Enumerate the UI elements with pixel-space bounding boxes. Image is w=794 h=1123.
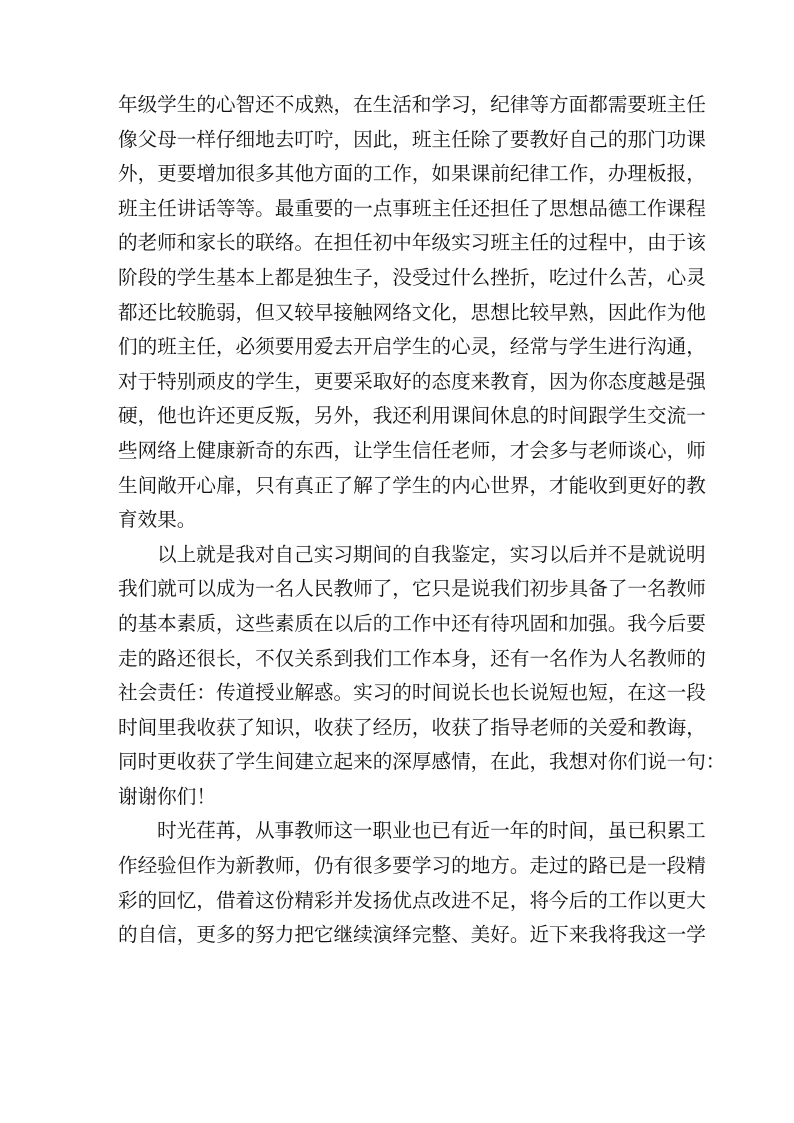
paragraph-3-line-3: 彩的回忆，借着这份精彩并发扬优点改进不足，将今后的工作以更大	[118, 888, 706, 912]
paragraph-3-line-2: 作经验但作为新教师，仍有很多要学习的地方。走过的路已是一段精	[118, 854, 706, 878]
paragraph-2-line-1: 以上就是我对自己实习期间的自我鉴定，实习以后并不是就说明	[157, 542, 706, 566]
paragraph-1-line-10: 硬，他也许还更反叛，另外，我还利用课间休息的时间跟学生交流一	[118, 404, 706, 428]
paragraph-1-line-13: 育效果。	[118, 508, 197, 532]
document-body	[118, 88, 726, 953]
paragraph-2-line-5: 社会责任：传道授业解惑。实习的时间说长也长说短也短，在这一段	[118, 681, 706, 705]
paragraph-1-line-5: 的老师和家长的联络。在担任初中年级实习班主任的过程中，由于该	[118, 231, 706, 255]
paragraph-2-line-3: 的基本素质，这些素质在以后的工作中还有待巩固和加强。我今后要	[118, 611, 706, 635]
paragraph-1-line-3: 外，更要增加很多其他方面的工作，如果课前纪律工作，办理板报，	[118, 162, 706, 186]
paragraph-1-line-2: 像父母一样仔细地去叮咛，因此，班主任除了要教好自己的那门功课	[118, 127, 706, 151]
paragraph-3-line-4: 的自信，更多的努力把它继续演绎完整、美好。近下来我将我这一学	[118, 923, 706, 947]
paragraph-1-line-4: 班主任讲话等等。最重要的一点事班主任还担任了思想品德工作课程	[118, 196, 706, 220]
paragraph-1-line-1: 年级学生的心智还不成熟，在生活和学习，纪律等方面都需要班主任	[118, 93, 706, 116]
paragraph-1-line-6: 阶段的学生基本上都是独生子，没受过什么挫折，吃过什么苦，心灵	[118, 265, 706, 289]
paragraph-1-line-12: 生间敞开心扉，只有真正了解了学生的内心世界，才能收到更好的教	[118, 473, 706, 497]
paragraph-2-line-6: 时间里我收获了知识，收获了经历，收获了指导老师的关爱和教诲，	[118, 715, 706, 739]
paragraph-1-line-11: 些网络上健康新奇的东西，让学生信任老师，才会多与老师谈心，师	[118, 438, 706, 462]
paragraph-2-line-7: 同时更收获了学生间建立起来的深厚感情，在此，我想对你们说一句：	[118, 750, 726, 774]
paragraph-1-line-8: 们的班主任，必须要用爱去开启学生的心灵，经常与学生进行沟通，	[118, 335, 706, 359]
paragraph-1-line-7: 都还比较脆弱，但又较早接触网络文化，思想比较早熟，因此作为他	[118, 300, 706, 324]
paragraph-2-line-2: 我们就可以成为一名人民教师了，它只是说我们初步具备了一名教师	[118, 577, 706, 601]
paragraph-2-line-4: 走的路还很长，不仅关系到我们工作本身，还有一名作为人名教师的	[118, 646, 706, 670]
paragraph-1-line-9: 对于特别顽皮的学生，更要采取好的态度来教育，因为你态度越是强	[118, 369, 706, 393]
paragraph-2-line-8: 谢谢你们！	[118, 784, 216, 808]
paragraph-3-line-1: 时光荏苒，从事教师这一职业也已有近一年的时间，虽已积累工	[157, 819, 706, 843]
